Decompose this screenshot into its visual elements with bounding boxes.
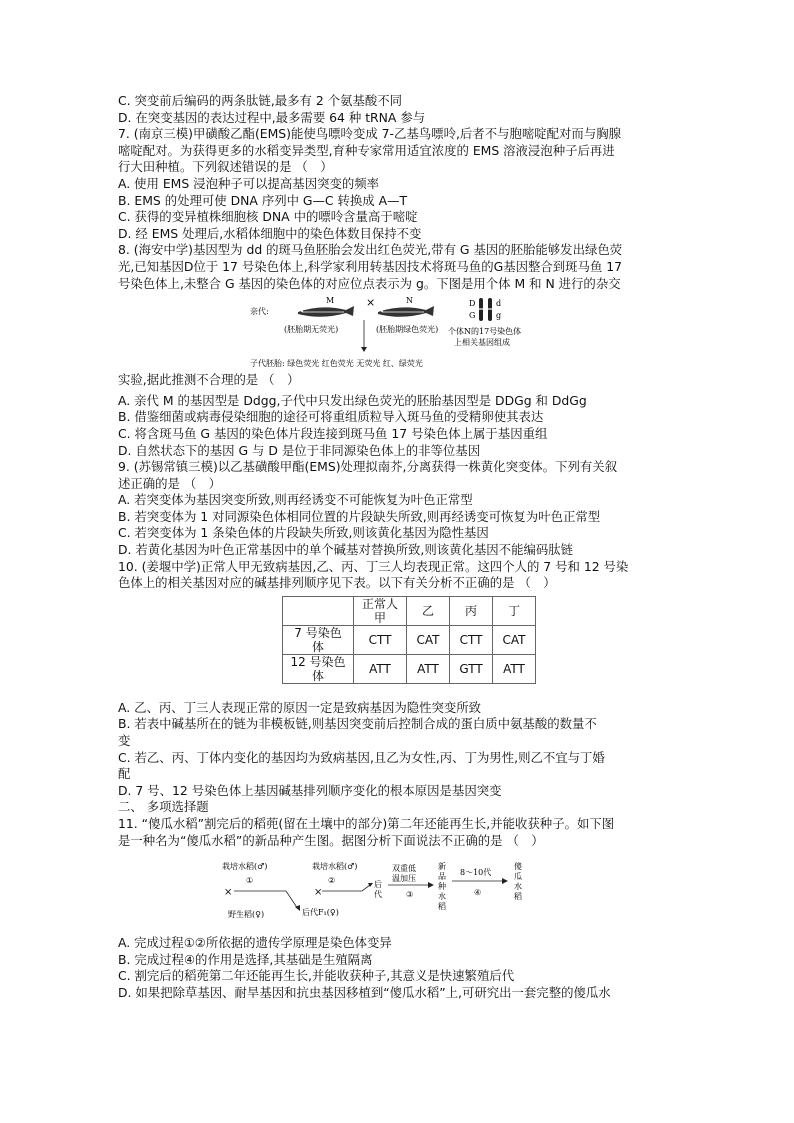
fish-n-icon bbox=[378, 306, 434, 317]
table-cell: 7 号染色体 bbox=[283, 625, 354, 654]
option-b: B. EMS 的处理可使 DNA 序列中 G—C 转换成 A—T bbox=[118, 192, 408, 208]
question-11-stem: 11. “傻瓜水稻”割完后的稻蔸(留在土壤中的部分)第二年还能再生长,并能收获种子。如下图 bbox=[118, 816, 615, 831]
treatment-line-1: 双重低 bbox=[392, 864, 416, 874]
text-line: 配 bbox=[118, 766, 131, 782]
text-line: 变 bbox=[118, 733, 131, 749]
f1-offspring: 后代F₁(♀) bbox=[302, 908, 339, 918]
parents-label: 亲代: bbox=[250, 307, 269, 317]
arrow-head bbox=[361, 347, 367, 352]
option-c: C. 若乙、丙、丁体内变化的基因均为致病基因,且乙为女性,丙、丁为男性,则乙不宜与丁婚 bbox=[118, 749, 605, 765]
gene-g-upper: G bbox=[469, 311, 476, 321]
cross-line-2 bbox=[322, 885, 370, 891]
option-c: C. 割完后的稻蔸第二年还能再生长,并能收获种子,其意义是快速繁殖后代 bbox=[118, 968, 515, 984]
option-d: D. 若黄化基因为叶色正常基因中的单个碱基对替换所致,则该黄化基因不能编码肽链 bbox=[118, 542, 574, 558]
table-row bbox=[283, 625, 536, 654]
option-a: A. 若突变体为基因突变所致,则再经诱变不可能恢复为叶色正常型 bbox=[118, 492, 473, 508]
section-heading: 二、 多项选择题 bbox=[118, 799, 209, 815]
option-c: C. 若突变体为 1 条染色体的片段缺失所致,则该黄化基因为隐性基因 bbox=[118, 525, 489, 541]
option-a: A. 使用 EMS 浸泡种子可以提高基因突变的频率 bbox=[118, 175, 380, 191]
question-9-stem: 9. (苏锡常镇三模)以乙基磺酸甲酯(EMS)处理拟南芥,分离获得一株黄化突变体。下列有关叙 bbox=[118, 459, 618, 475]
step-4: ④ bbox=[474, 888, 482, 898]
wild-rice: 野生稻(♀) bbox=[228, 910, 265, 920]
cultivated-rice-2: 栽培水稻(♂) bbox=[312, 862, 358, 872]
step-2: ② bbox=[328, 876, 336, 886]
n-phenotype: (胚胎期绿色荧光) bbox=[376, 325, 439, 335]
table-cell: 12 号染色体 bbox=[283, 654, 354, 683]
generations: 8～10代 bbox=[460, 868, 492, 878]
worksheet-page bbox=[118, 93, 682, 1002]
text-line: 嘧啶配对。为获得更多的水稻变异类型,育种专家常用适宜浓度的 EMS 溶液浸泡种子后再进 bbox=[118, 142, 615, 158]
base-sequence-table bbox=[282, 596, 536, 684]
rice-breeding-figure bbox=[118, 859, 682, 923]
text-line: D. 在突变基因的表达过程中,最多需要 64 种 tRNA 参与 bbox=[118, 109, 426, 125]
option-a: A. 乙、丙、丁三人表现正常的原因一定是致病基因为隐性突变所致 bbox=[118, 699, 482, 715]
text-line: C. 突变前后编码的两条肽链,最多有 2 个氨基酸不同 bbox=[118, 93, 403, 108]
option-b: B. 完成过程④的作用是选择,其基础是生殖隔离 bbox=[118, 951, 373, 967]
question-8-stem: 8. (海安中学)基因型为 dd 的斑马鱼胚胎会发出红色荧光,带有 G 基因的胚胎能够发出绿色荧 bbox=[118, 242, 623, 258]
option-b: B. 若表中碱基所在的链为非模板链,则基因突变前后控制合成的蛋白质中氨基酸的数量不 bbox=[118, 716, 597, 732]
question-10-stem: 10. (姜堰中学)正常人甲无致病基因,乙、丙、丁三人均表现正常。这四个人的 7 号和 12 号染 bbox=[118, 558, 629, 574]
option-d: D. 如果把除草基因、耐旱基因和抗虫基因移植到“傻瓜水稻”上,可研究出一套完整的傻瓜水 bbox=[118, 984, 611, 1000]
table-cell: ATT bbox=[493, 654, 536, 683]
table-header-cell bbox=[283, 596, 354, 625]
table-cell: CAT bbox=[493, 625, 536, 654]
option-d: D. 自然状态下的基因 G 与 D 是位于非同源染色体上的非等位基因 bbox=[118, 442, 481, 458]
text-line: 号染色体上,未整合 G 基因的染色体的对应位点表示为 g。下图是用个体 M 和 N 进行的杂交 bbox=[118, 275, 621, 291]
option-c: C. 将含斑马鱼 G 基因的染色体片段连接到斑马鱼 17 号染色体上属于基因重组 bbox=[118, 425, 548, 441]
text-line: 光,已知基因D位于 17 号染色体上,科学家利用转基因技术将斑马鱼的G基因整合到斑马鱼 17 bbox=[118, 258, 623, 274]
cultivated-rice-1: 栽培水稻(♂) bbox=[222, 862, 268, 872]
table-header-cell: 丙 bbox=[450, 596, 493, 625]
cross-symbol: × bbox=[366, 296, 376, 310]
text-line: 述正确的是 （ ） bbox=[118, 475, 222, 491]
table-cell: GTT bbox=[450, 654, 493, 683]
cross-symbol: × bbox=[314, 887, 323, 899]
option-d: D. 7 号、12 号染色体上基因碱基排列顺序变化的根本原因是基因突变 bbox=[118, 782, 502, 798]
offspring-phenotypes: 子代胚胎: 绿色荧光 红色荧光 无荧光 红、绿荧光 bbox=[250, 359, 423, 369]
label-m: M bbox=[326, 296, 335, 306]
text-line: 行大田种植。下列叙述错误的是 （ ） bbox=[118, 159, 333, 175]
chromosome-caption: 上相关基因组成 bbox=[454, 338, 510, 348]
table-header-cell: 乙 bbox=[407, 596, 450, 625]
offspring-vertical: 后代 bbox=[374, 880, 382, 900]
option-a: A. 亲代 M 的基因型是 Ddgg,子代中只发出绿色荧光的胚胎基因型是 DDGg 和 DdGg bbox=[118, 392, 587, 408]
option-b: B. 借鉴细菌或病毒侵染细胞的途径可将重组质粒导入斑马鱼的受精卵使其表达 bbox=[118, 409, 544, 425]
new-variety-vertical: 新品种水稻 bbox=[438, 862, 446, 912]
table-cell: ATT bbox=[354, 654, 407, 683]
m-phenotype: (胚胎期无荧光) bbox=[284, 325, 339, 335]
step-3: ③ bbox=[406, 890, 414, 900]
question-7-stem: 7. (南京三模)甲磺酸乙酯(EMS)能使鸟嘌呤变成 7-乙基鸟嘌呤,后者不与胞嘧啶配对而与胸腺 bbox=[118, 126, 621, 142]
table-row bbox=[283, 654, 536, 683]
option-d: D. 经 EMS 处理后,水稻体细胞中的染色体数目保持不变 bbox=[118, 225, 422, 241]
text-line: 实验,据此推测不合理的是 （ ） bbox=[118, 372, 300, 388]
option-c: C. 获得的变异植株细胞核 DNA 中的嘌呤含量高于嘧啶 bbox=[118, 209, 418, 225]
chromosome-caption: 个体N的17号染色体 bbox=[448, 327, 522, 337]
gene-g-lower: g bbox=[496, 311, 502, 321]
table-cell: ATT bbox=[407, 654, 450, 683]
table-header-cell: 丁 bbox=[493, 596, 536, 625]
option-b: B. 若突变体为 1 对同源染色体相同位置的片段缺失所致,则再经诱变可恢复为叶色正常型 bbox=[118, 508, 601, 524]
fish-m-icon bbox=[298, 306, 354, 317]
treatment-line-2: 温加压 bbox=[392, 874, 416, 884]
table-header-cell: 正常人甲 bbox=[354, 596, 407, 625]
option-a: A. 完成过程①②所依据的遗传学原理是染色体变异 bbox=[118, 935, 392, 951]
gene-d-upper: D bbox=[469, 299, 476, 309]
table-cell: CTT bbox=[354, 625, 407, 654]
gene-d-lower: d bbox=[496, 299, 502, 309]
cross-symbol: × bbox=[224, 887, 233, 899]
text-line: 色体上的相关基因对应的碱基排列顺序见下表。以下有关分析不正确的是 （ ） bbox=[118, 575, 556, 591]
table-cell: CAT bbox=[407, 625, 450, 654]
table-header-row bbox=[283, 596, 536, 625]
step-1: ① bbox=[246, 876, 254, 886]
label-n: N bbox=[406, 296, 413, 306]
result-vertical: 傻瓜水稻 bbox=[514, 862, 522, 902]
text-line: 是一种名为“傻瓜水稻”的新品种产生图。据图分析下面说法不正确的是 （ ） bbox=[118, 832, 544, 848]
zebrafish-cross-figure bbox=[118, 294, 682, 372]
cross-line-1 bbox=[234, 891, 298, 909]
table-cell: CTT bbox=[450, 625, 493, 654]
